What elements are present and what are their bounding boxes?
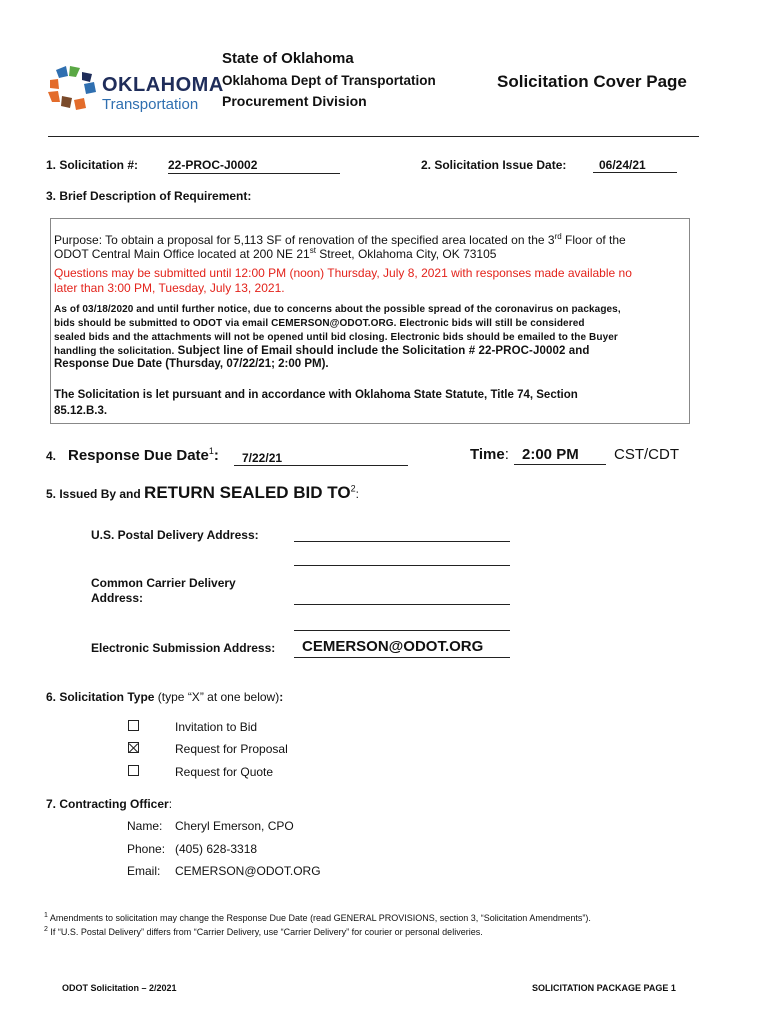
statute-line-2: 85.12.B.3. xyxy=(54,405,108,417)
header-division: Procurement Division xyxy=(222,93,367,109)
carrier-address-label-2: Address: xyxy=(91,591,144,605)
electronic-address-value: CEMERSON@ODOT.ORG xyxy=(294,638,510,658)
header-dept: Oklahoma Dept of Transportation xyxy=(222,73,436,88)
solicitation-number-label: 1. Solicitation #: xyxy=(46,158,139,172)
description-label: 3. Brief Description of Requirement: xyxy=(46,189,252,203)
time-label: Time: xyxy=(470,446,509,463)
notice-line-5: Response Due Date (Thursday, 07/22/21; 2:00 PM). xyxy=(54,358,329,370)
postal-address-line-1[interactable] xyxy=(294,541,510,542)
logo-text-transportation: Transportation xyxy=(102,96,199,113)
checkbox-request-for-proposal[interactable] xyxy=(128,742,139,753)
response-due-label: Response Due Date$^1$: xyxy=(68,446,219,464)
option-request-for-proposal: Request for Proposal xyxy=(175,742,288,756)
logo-text-oklahoma: OKLAHOMA xyxy=(102,74,224,96)
return-bid-heading: 5. Issued By and RETURN SEALED BID $TO^2$: xyxy=(46,483,359,502)
notice-line-1: As of 03/18/2020 and until further notice, due to concerns about the possible spread of the coronavirus on packages, xyxy=(54,304,621,315)
statute-line-1: The Solicitation is let pursuant and in accordance with Oklahoma State Statute, Title 74, Section xyxy=(54,389,578,401)
electronic-address-label: Electronic Submission Address: xyxy=(91,641,276,655)
carrier-address-line-1[interactable] xyxy=(294,604,510,605)
officer-name-label: Name: xyxy=(127,819,163,833)
issue-date-value: 06/24/21 xyxy=(593,158,677,173)
officer-phone-label: Phone: xyxy=(127,842,166,856)
header-divider xyxy=(48,136,699,137)
purpose-line-2: ODOT Central Main Office located at 200 NE 21st Street, Oklahoma City, OK 73105 xyxy=(54,246,497,261)
header-state: State of Oklahoma xyxy=(222,50,354,67)
questions-line-1: Questions may be submitted until 12:00 PM (noon) Thursday, July 8, 2021 with responses made available no xyxy=(54,266,632,280)
purpose-line-1: Purpose: To obtain a proposal for 5,113 SF of renovation of the specified area located on the 3rd Floor of the xyxy=(54,232,626,247)
checkbox-request-for-quote[interactable] xyxy=(128,765,139,776)
questions-line-2: later than 3:00 PM, Tuesday, July 13, 2021. xyxy=(54,281,285,295)
officer-email[interactable]: CEMERSON@ODOT.ORG xyxy=(175,864,321,878)
footnote-2: $^2$ If “U.S. Postal Delivery” differs from “Carrier Delivery, use “Carrier Delivery” for courier or personal deliveries. xyxy=(44,926,483,937)
carrier-address-label-1: Common Carrier Delivery xyxy=(91,576,236,590)
option-invitation-to-bid: Invitation to Bid xyxy=(175,720,258,734)
notice-line-4: handling the solicitation. Subject line of Email should include the Solicitation # 22-PROC-J0002 and xyxy=(54,345,590,357)
response-due-number: 4. xyxy=(46,449,57,463)
response-due-date-value: 7/22/21 xyxy=(234,451,408,466)
notice-line-2: bids should be submitted to ODOT via email CEMERSON@ODOT.ORG. Electronic bids will still be considered xyxy=(54,318,585,329)
time-zone: CST/CDT xyxy=(614,446,679,463)
footer-right: SOLICITATION PACKAGE PAGE 1 xyxy=(532,983,676,993)
notice-line-3: sealed bids and the attachments will not be opened until bid closing. Electronic bids should be emailed to the Buyer xyxy=(54,332,618,343)
officer-phone: (405) 628-3318 xyxy=(175,842,258,856)
carrier-address-line-2[interactable] xyxy=(294,630,510,631)
response-time-value: 2:00 PM xyxy=(514,446,606,465)
officer-name: Cheryl Emerson, CPO xyxy=(175,819,294,833)
footer-left: ODOT Solicitation – 2/2021 xyxy=(62,983,177,993)
issue-date-label: 2. Solicitation Issue Date: xyxy=(421,158,567,172)
solicitation-type-label: 6. Solicitation Type (type “X” at one below): xyxy=(46,690,284,704)
checkbox-invitation-to-bid[interactable] xyxy=(128,720,139,731)
option-request-for-quote: Request for Quote xyxy=(175,765,274,779)
postal-address-line-2[interactable] xyxy=(294,565,510,566)
odot-logo-icon xyxy=(46,64,102,112)
solicitation-number-value: 22-PROC-J0002 xyxy=(168,158,340,174)
footnote-1: $^1$ Amendments to solicitation may change the Response Due Date (read GENERAL PROVISIONS, section 3, “Solicitation Amendments”). xyxy=(44,912,591,923)
page-title: Solicitation Cover Page xyxy=(497,72,687,91)
officer-email-label: Email: xyxy=(127,864,161,878)
postal-address-label: U.S. Postal Delivery Address: xyxy=(91,528,259,542)
contracting-officer-label: 7. Contracting Officer: xyxy=(46,797,173,811)
